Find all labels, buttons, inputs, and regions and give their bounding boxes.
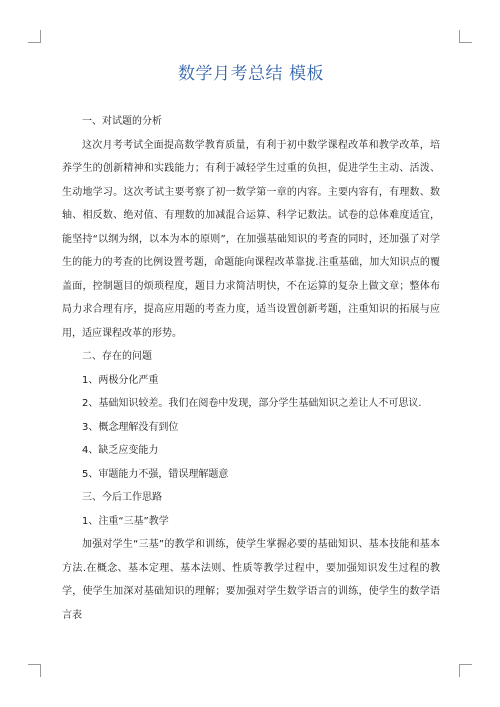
- crop-mark-top-right: [459, 30, 472, 43]
- section-heading-problems: 二、存在的问题: [82, 351, 152, 362]
- list-item-problem-3: 3、概念理解没有到位: [82, 421, 179, 433]
- document-title: 数学月考总结 模板: [178, 64, 324, 84]
- paragraph-analysis: 这次月考考试全面提高数学教育质量，有利于初中数学课程改革和教学改革，培养学生的创新精神和实践能力；有利于减轻学生过重的负担，促进学生主动、活泼、生动地学习。这次考试主要考察了初一数学第一章的内容。主要内容有，有理数、数轴、相反数、绝对值、有理数的加减混合运算、科学记数法。试卷的总体难度适宜，能坚持“以纲为纲，以本为本的原则”，在加强基础知识的考查的同时，还加强了对学生的能力的考查的比例设置考题，命题能向课程改革靠拢.注重基础，加大知识点的覆盖面，控制题目的烦琐程度，题目力求简洁明快，不在运算的复杂上做文章；整体布局力求合理有序，提高应用题的考查力度，适当设置创新考题，注重知识的拓展与应用，适应课程改革的形势。: [62, 139, 440, 339]
- list-item-problem-4: 4、缺乏应变能力: [82, 445, 159, 456]
- list-item-problem-1: 1、两极分化严重: [82, 374, 159, 386]
- section-heading-future-work: 三、今后工作思路: [82, 492, 162, 503]
- list-item-problem-5: 5、审题能力不强，错误理解题意: [82, 468, 229, 480]
- subheading-three-basics: 1、注重“三基”教学: [82, 515, 169, 527]
- crop-mark-top-left: [28, 30, 41, 43]
- section-heading-analysis: 一、对试题的分析: [82, 116, 162, 127]
- list-item-problem-2: 2、基础知识较差。我们在阅卷中发现，部分学生基础知识之差让人不可思议.: [82, 398, 422, 409]
- crop-mark-bottom-left: [28, 664, 41, 677]
- document-page: [62, 62, 440, 627]
- paragraph-three-basics: 加强对学生“三基”的教学和训练，使学生掌握必要的基础知识、基本技能和基本方法.在概念、基本定理、基本法则、性质等教学过程中，要加强知识发生过程的教学，使学生加深对基础知识的理解；要加强对学生数学语言的训练，使学生的数学语言表: [62, 539, 440, 621]
- crop-mark-bottom-right: [459, 664, 472, 677]
